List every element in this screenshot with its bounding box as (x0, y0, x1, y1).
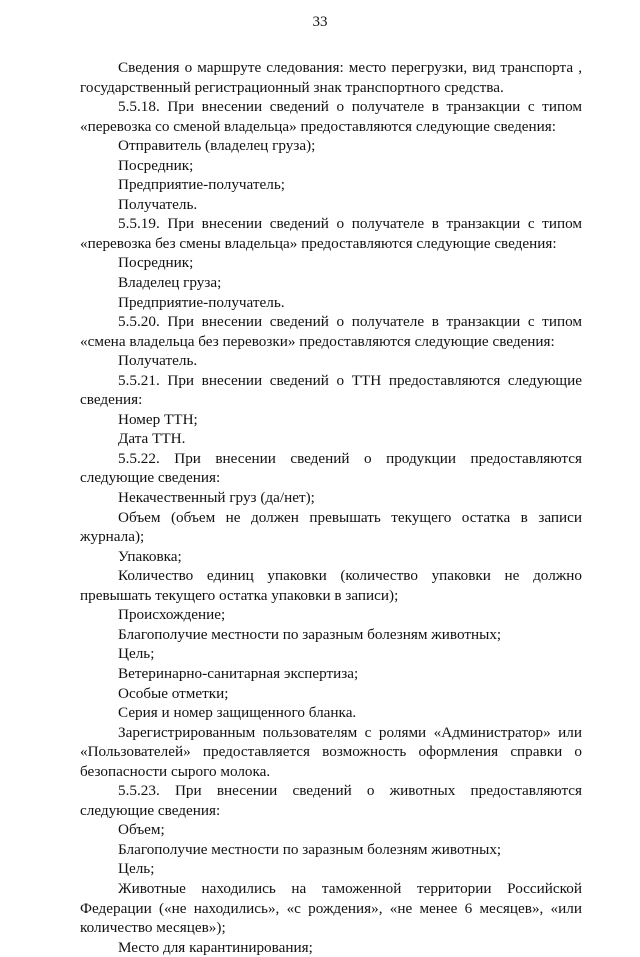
page-number: 33 (312, 14, 328, 30)
list-line: Некачественный груз (да/нет); (118, 489, 315, 507)
list-line: Благополучие местности по заразным болезням животных; (118, 625, 502, 643)
list-line: Номер ТТН; (118, 410, 198, 428)
paragraph: 5.5.22. При внесении сведений о продукции предоставляются следующие сведения: (80, 449, 582, 487)
list-line: Отправитель (владелец груза); (118, 137, 316, 155)
list-line: Цель; (118, 860, 155, 878)
list-line: Место для карантинирования; (118, 938, 313, 956)
paragraph: Животные находились на таможенной территории Российской Федерации («не находились», «с рождения», «не менее 6 месяцев», «или количество месяцев»); (80, 879, 582, 937)
document-body (80, 58, 582, 957)
list-line: Ветеринарно-санитарная экспертиза; (118, 664, 359, 682)
paragraph: Зарегистрированным пользователям с ролями «Администратор» или «Пользователей» предоставляется возможность оформления справки о безопасности сырого молока. (80, 723, 582, 780)
list-line: Дата ТТН. (118, 430, 186, 448)
list-line: Благополучие местности по заразным болезням животных; (118, 840, 502, 858)
paragraph: Сведения о маршруте следования: место перегрузки, вид транспорта , государственный регистрационный знак транспортного средства. (80, 59, 582, 96)
list-line: Посредник; (118, 254, 194, 272)
list-line: Цель; (118, 645, 155, 663)
paragraph: 5.5.21. При внесении сведений о ТТН предоставляются следующие сведения: (80, 371, 582, 409)
list-line: Получатель. (118, 352, 198, 370)
list-line: Объем; (118, 821, 165, 839)
list-line: Предприятие-получатель. (118, 293, 285, 311)
list-line: Упаковка; (118, 547, 182, 565)
list-line: Посредник; (118, 156, 194, 174)
paragraph: Количество единиц упаковки (количество упаковки не должно превышать текущего остатка упаковки в записи); (80, 567, 582, 604)
list-line: Особые отметки; (118, 684, 229, 702)
list-line: Происхождение; (118, 606, 226, 624)
paragraph: Объем (объем не должен превышать текущего остатка в записи журнала); (80, 508, 582, 546)
list-line: Владелец груза; (118, 274, 222, 292)
paragraph: 5.5.18. При внесении сведений о получателе в транзакции с типом «перевозка со сменой владельца» предоставляются следующие сведения: (80, 98, 582, 135)
list-line: Предприятие-получатель; (118, 176, 286, 194)
list-line: Получатель. (118, 195, 198, 213)
paragraph: 5.5.20. При внесении сведений о получателе в транзакции с типом «смена владельца без перевозки» предоставляются следующие сведения: (80, 313, 582, 350)
list-line: Серия и номер защищенного бланка. (118, 704, 357, 722)
paragraph: 5.5.23. При внесении сведений о животных предоставляются следующие сведения: (80, 782, 582, 819)
paragraph: 5.5.19. При внесении сведений о получателе в транзакции с типом «перевозка без смены владельца» предоставляются следующие сведения: (80, 215, 582, 252)
